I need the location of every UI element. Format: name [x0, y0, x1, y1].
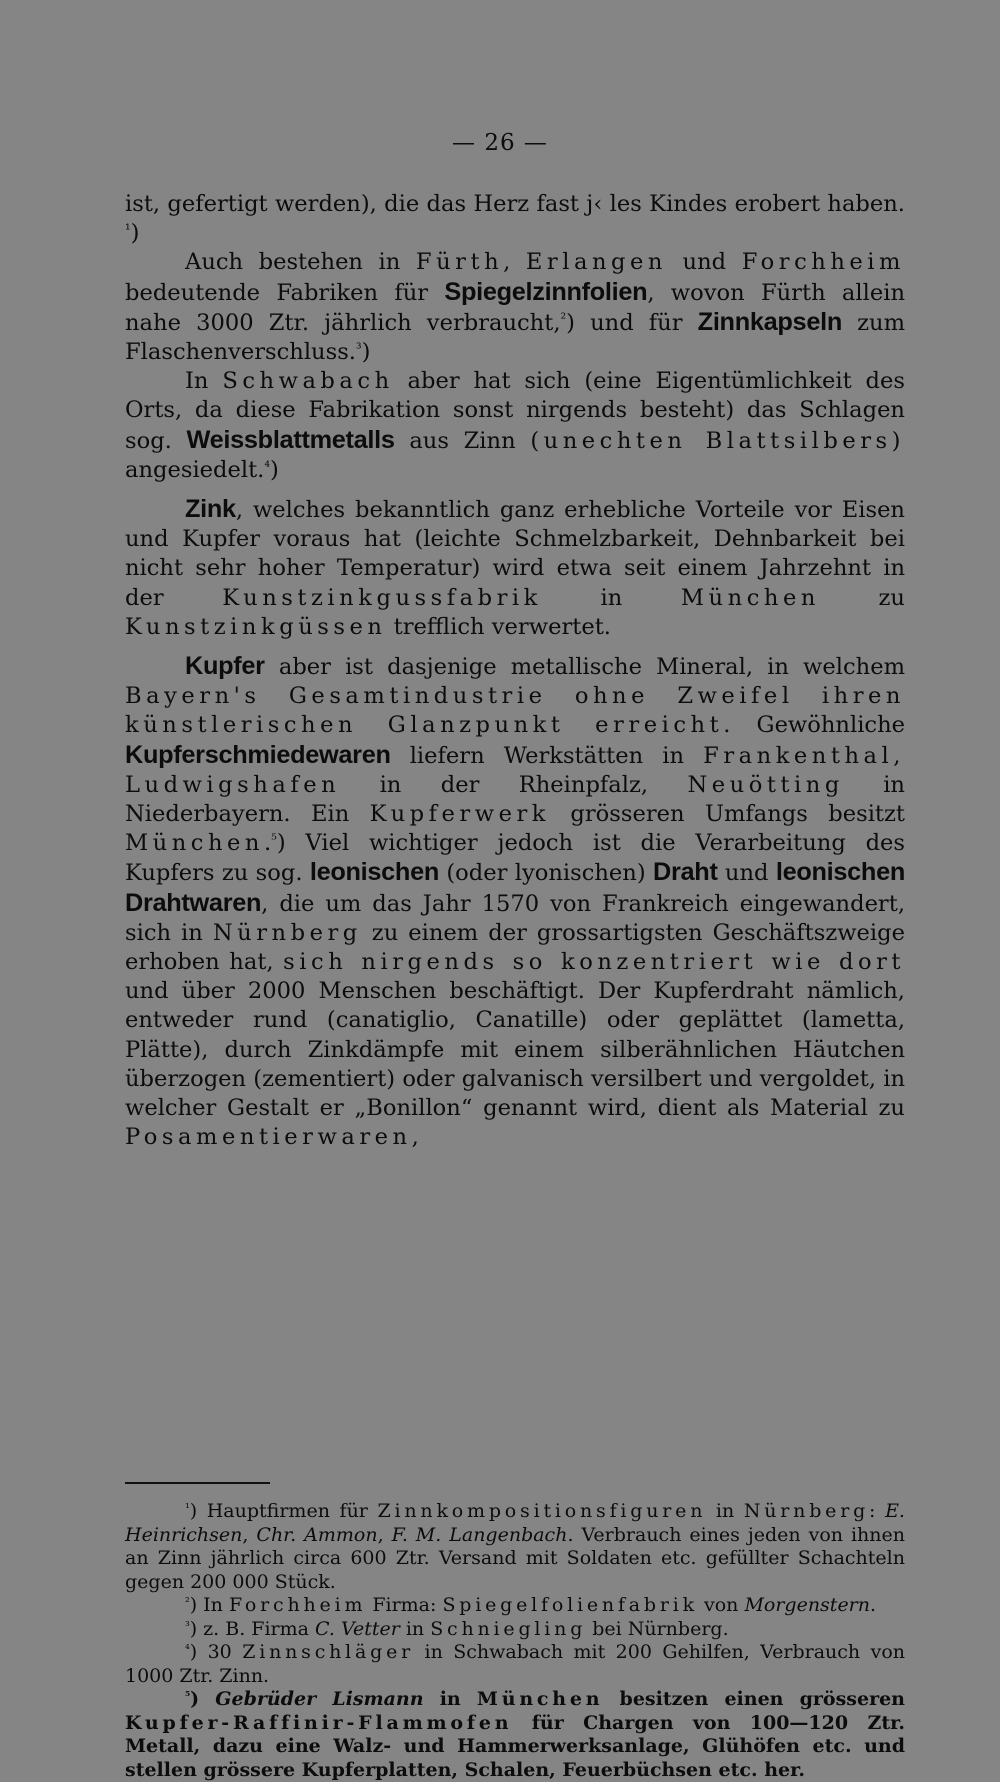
place-neuotting: Neuötting: [687, 771, 844, 798]
text: und: [667, 249, 742, 276]
text: . Gewöhnliche: [723, 712, 906, 739]
footnote-1: [125, 1500, 905, 1594]
text: ): [270, 456, 279, 483]
text: (oder lyonischen): [439, 860, 654, 887]
footnote-2: [125, 1594, 905, 1618]
text: von: [697, 1594, 745, 1616]
paragraph-2: [125, 248, 905, 367]
text: ,: [377, 1523, 392, 1546]
footnote-ref-4: ⁴: [264, 458, 270, 475]
text: . Verbrauch eines jeden von ihnen an Zinn jährlich circa 600 Ztr. Versand mit Soldaten etc. gefüllter Schachteln gegen 200 000 Stück.: [125, 1523, 905, 1593]
text: ) Viel wichtiger jedoch ist die Verarbeitung des Kupfers zu sog.: [125, 830, 905, 887]
text: , die um das Jahr 1570 von Frankreich eingewandert, sich in: [125, 890, 905, 946]
footnote-ref-3: ³: [355, 341, 362, 358]
text: für Chargen von 100—120 Ztr. Metall, dazu eine Walz- und Hammerwerksanlage, Glühöfen etc. und stellen grössere Kupferplatten, Schalen, Feuerbüchsen etc. her.: [125, 1711, 905, 1781]
spaced-phrase: Kupfer-Raffinir-Flammofen: [125, 1711, 513, 1734]
spaced-phrase: Zinnkompositionsfiguren: [377, 1500, 707, 1522]
page-number: — 26 —: [452, 130, 548, 156]
text: liefern Werkstätten in: [390, 742, 704, 769]
keyword-kupfer: Kupfer: [185, 652, 265, 681]
firm-name: C. Vetter: [315, 1617, 400, 1640]
footnotes: [125, 1500, 905, 1782]
text: .: [264, 830, 272, 857]
paragraph-1: [125, 190, 905, 248]
firm-name: Chr. Ammon: [256, 1523, 378, 1546]
spaced-phrase: Forchheim: [228, 1594, 367, 1616]
spaced-phrase: Schniegling: [430, 1617, 587, 1640]
place-munchen: München: [476, 1688, 604, 1710]
firm-name: Morgenstern: [744, 1594, 871, 1616]
keyword-spiegelzinnfolien: Spiegelzinnfolien: [444, 277, 648, 306]
spaced-phrase: (unechten Blattsilbers): [530, 427, 905, 454]
text: trefflich verwertet.: [386, 613, 611, 640]
firm-name: E. Heinrichsen: [125, 1500, 905, 1546]
keyword-draht: Draht: [653, 858, 718, 887]
footnote-mark: ⁵: [185, 1689, 191, 1703]
place-forchheim: Forchheim: [741, 249, 905, 276]
keyword-leonischen: leonischen: [309, 858, 440, 887]
text: in Schwabach mit 200 Gehilfen, Verbrauch von 1000 Ztr. Zinn.: [125, 1641, 906, 1687]
text: ): [130, 220, 140, 247]
text: Firma:: [366, 1594, 443, 1616]
place-nurnberg: Nürnberg: [212, 919, 362, 946]
spaced-phrase: Kunstzinkgüssen: [125, 613, 387, 640]
spaced-phrase: Kunstzinkgussfabrik: [222, 584, 542, 611]
text: , welches bekanntlich ganz erhebliche Vorteile vor Eisen und Kupfer voraus hat (leichte Schmelzbarkeit, Dehnbarkeit bei nicht sehr hoher Temperatur) wird etwa seit einem Jahrzehnt in der: [125, 497, 905, 611]
text: ) 30: [189, 1641, 243, 1663]
keyword-zinnkapseln: Zinnkapseln: [697, 307, 842, 336]
paragraph-4: [125, 495, 905, 642]
spaced-phrase: Posamentierwaren: [125, 1124, 412, 1151]
text: ) In: [189, 1594, 229, 1616]
spaced-phrase: Nürnberg: [743, 1500, 870, 1522]
spaced-phrase: Kupferwerk: [369, 801, 551, 828]
footnote-ref-1: ¹: [125, 222, 131, 239]
spaced-phrase: sich nirgends so konzentriert wie dort: [283, 949, 906, 976]
footnote-mark: ¹: [185, 1501, 190, 1515]
footnote-divider: [125, 1482, 270, 1484]
text: :: [869, 1500, 886, 1522]
keyword-leonischen-drahtwaren: leonischen Drahtwaren: [125, 858, 905, 917]
firm-name: Gebrüder Lismann: [215, 1688, 424, 1710]
footnote-4: [125, 1641, 905, 1688]
text: ist, gefertigt werden), die das Herz fast j‹ les Kindes erobert haben.: [125, 191, 905, 217]
footnote-mark: ⁴: [185, 1642, 190, 1656]
place-erlangen: Erlangen: [525, 249, 667, 276]
text: aber hat sich (eine Eigentümlichkeit des Orts, da diese Fabrikation sonst nirgends besteht) das Schlagen sog.: [125, 368, 905, 454]
text: in: [706, 1500, 744, 1522]
text: ) Hauptfirmen für: [189, 1500, 378, 1522]
text: Auch bestehen in: [185, 249, 416, 276]
keyword-kupferschmiedewaren: Kupferschmiedewaren: [125, 740, 391, 769]
place-furth: Fürth: [415, 249, 504, 276]
text: und über 2000 Menschen beschäftigt. Der Kupferdraht nämlich, entweder rund (canatiglio, Canatille) oder geplättet (lametta, Plätte), durch Zinkdämpfe mit einem silberähnlichen Häutchen überzogen (zementiert) oder galvanisch versilbert und vergoldet, in welcher Gestalt er „Bonillon“ genannt wird, dient als Material zu: [125, 978, 905, 1122]
text: und: [717, 860, 776, 887]
footnote-mark: ³: [185, 1618, 190, 1633]
keyword-zink: Zink: [185, 495, 236, 524]
text: in: [423, 1688, 477, 1710]
spaced-phrase: Spiegelfolienfabrik: [442, 1594, 698, 1616]
text: ,: [242, 1523, 257, 1546]
text: In: [185, 368, 223, 395]
text: ) z. B. Firma: [189, 1617, 316, 1640]
footnote-ref-5: ⁵: [271, 832, 277, 849]
footnote-3: [125, 1618, 905, 1642]
firm-name: F. M. Langenbach: [391, 1523, 568, 1546]
text: bei Nürnberg.: [586, 1617, 729, 1640]
text: .: [870, 1594, 877, 1616]
text: in: [541, 584, 681, 611]
text: aber ist dasjenige metallische Mineral, in welchem: [264, 654, 905, 681]
text: ) und für: [566, 309, 698, 336]
text: in: [399, 1617, 431, 1640]
text: grösseren Umfangs besitzt: [550, 801, 905, 828]
text: zu: [819, 584, 905, 611]
keyword-weissblattmetalls: Weissblattmetalls: [186, 425, 395, 454]
place-munchen: München: [680, 584, 820, 611]
place-schwabach: Schwabach: [222, 368, 394, 395]
text: in der Rheinpfalz,: [340, 771, 688, 798]
spaced-phrase: Frankenthal, Ludwigshafen: [125, 742, 905, 798]
footnote-ref-2: ²: [560, 310, 567, 327]
text: , wovon Fürth allein nahe 3000 Ztr. jährlich verbraucht,: [125, 279, 905, 336]
text: besitzen einen grösseren: [603, 1688, 905, 1710]
text: ): [190, 1688, 216, 1710]
spaced-phrase: Bayern's Gesamtindustrie ohne Zweifel ihren künstlerischen Glanzpunkt erreicht: [125, 683, 905, 739]
spaced-phrase: Zinnschläger: [242, 1641, 415, 1663]
footnote-mark: ²: [185, 1595, 190, 1609]
text: aus Zinn: [394, 427, 531, 454]
text: angesiedelt.: [125, 456, 265, 483]
paragraph-5: [125, 652, 905, 1152]
place-munchen: München: [125, 830, 265, 857]
text: ): [361, 339, 371, 366]
text: ,: [503, 249, 526, 276]
text: ,: [411, 1124, 419, 1151]
main-text: [125, 190, 905, 1153]
text: bedeutende Fabriken für: [125, 279, 445, 306]
text: zum Flaschenverschluss.: [125, 309, 905, 366]
footnote-5: [125, 1688, 905, 1782]
text: in Niederbayern. Ein: [125, 771, 905, 828]
paragraph-3: [125, 367, 905, 485]
text: zu einem der grossartigsten Geschäftszweige erhoben hat,: [125, 919, 905, 976]
